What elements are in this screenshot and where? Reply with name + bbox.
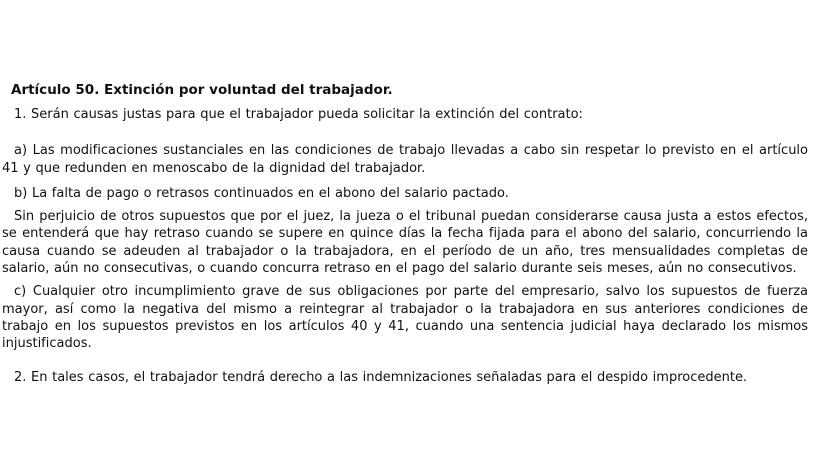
clause-1a: a) Las modificaciones sustanciales en las condiciones de trabajo llevadas a cabo sin respetar lo previsto en el artículo 41 y que redunden en menoscabo de la dignidad del trabajador. — [2, 143, 808, 176]
article-heading: Artículo 50. Extinción por voluntad del trabajador. — [11, 82, 393, 98]
clause-1c: c) Cualquier otro incumplimiento grave de sus obligaciones por parte del empresario, salvo los supuestos de fuerza mayor, así como la negativa del mismo a reintegrar al trabajador o la trabajadora en sus anteriores condiciones de trabajo en los supuestos previstos en los artículos 40 y 41, cuando una sentencia judicial haya declarado los mismos injustificados. — [2, 284, 808, 352]
clause-1-intro: 1. Serán causas justas para que el trabajador pueda solicitar la extinción del contrato: — [14, 107, 583, 122]
clause-2: 2. En tales casos, el trabajador tendrá derecho a las indemnizaciones señaladas para el despido improcedente. — [14, 369, 748, 385]
clause-1b-note: Sin perjuicio de otros supuestos que por el juez, la jueza o el tribunal puedan considerarse causa justa a estos efectos, se entenderá que hay retraso cuando se supere en quince días la fecha fijada para el abono del salario, concurriendo la causa cuando se adeuden al trabajador o la trabajadora, en el período de un año, tres mensualidades completas de salario, aún no consecutivas, o cuando concurra retraso en el pago del salario durante seis meses, aún no consecutivos. — [2, 209, 808, 277]
clause-1b: b) La falta de pago o retrasos continuados en el abono del salario pactado. — [14, 185, 509, 201]
